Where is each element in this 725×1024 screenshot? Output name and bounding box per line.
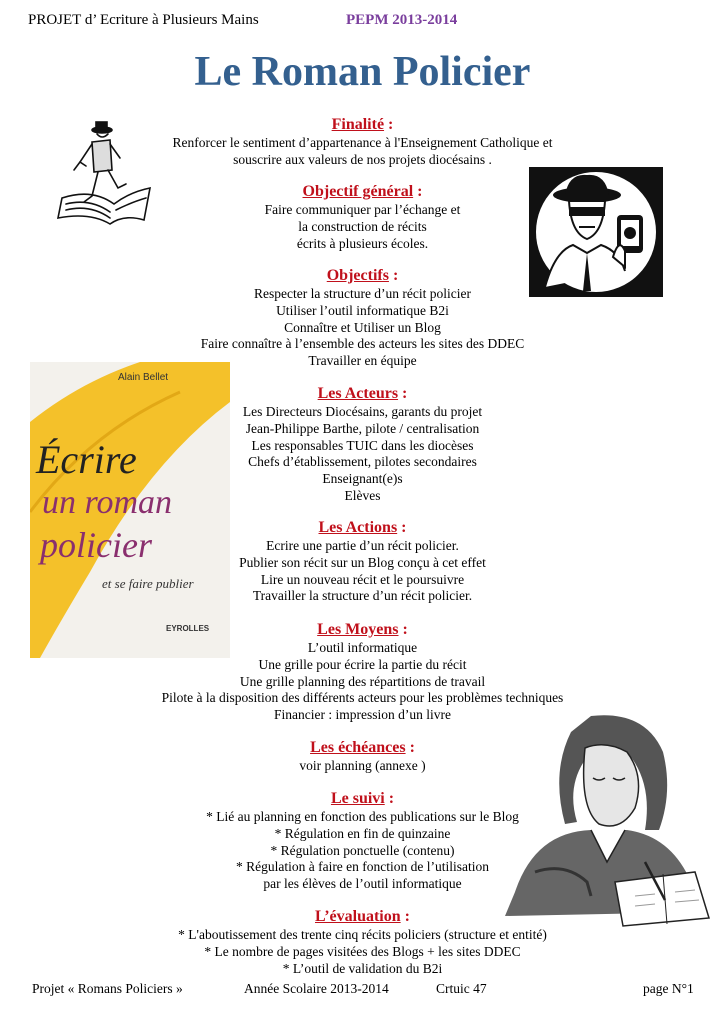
- footer-page-number: page N°1: [643, 981, 694, 996]
- section-echeances: [0, 738, 725, 775]
- footer-crtuic: Crtuic 47: [436, 981, 487, 996]
- section-line: la construction de récits: [298, 218, 427, 234]
- section-heading: Finalité :: [331, 116, 394, 133]
- section-finalite: [0, 115, 725, 169]
- section-line: Faire connaître à l’ensemble des acteurs les sites des DDEC: [200, 336, 525, 352]
- section-line: Renforcer le sentiment d’appartenance à l'Enseignement Catholique et: [172, 135, 553, 150]
- section-heading: Objectifs :: [326, 267, 399, 284]
- section-line: * Lié au planning en fonction des publications sur le Blog: [206, 809, 519, 824]
- footer-year: Année Scolaire 2013-2014: [244, 981, 389, 996]
- section-line: écrits à plusieurs écoles.: [296, 235, 429, 251]
- section-line: Chefs d’établissement, pilotes secondaires: [248, 454, 477, 470]
- section-line: Faire communiquer par l’échange et: [264, 202, 461, 217]
- section-line: Travailler en équipe: [308, 353, 417, 369]
- section-line: Connaître et Utiliser un Blog: [284, 319, 441, 335]
- section-line: Publier son récit sur un Blog conçu à cet effet: [239, 554, 486, 570]
- section-suivi: [0, 789, 725, 893]
- section-actions: [0, 518, 725, 605]
- section-line: Pilote à la disposition des différents acteurs pour les problèmes techniques: [161, 690, 564, 706]
- section-heading: L’évaluation :: [315, 908, 410, 925]
- section-line: Les Directeurs Diocésains, garants du projet: [242, 404, 483, 419]
- book-publisher: EYROLLES: [166, 624, 210, 633]
- section-line: Elèves: [344, 487, 381, 503]
- section-line: * L'aboutissement des trente cinq récits policiers (structure et entité): [178, 927, 547, 942]
- section-line: L’outil informatique: [307, 640, 418, 655]
- section-heading: Les échéances :: [310, 739, 415, 756]
- book-title-line-2: un roman: [42, 484, 173, 521]
- section-line: souscrire aux valeurs de nos projets diocésains .: [233, 151, 492, 167]
- section-objectif-general: [0, 182, 725, 252]
- section-line: Les responsables TUIC dans les diocèses: [251, 437, 474, 453]
- book-title-line-1: Écrire: [36, 437, 137, 482]
- section-line: voir planning (annexe ): [299, 758, 426, 773]
- section-heading: Les Actions :: [318, 519, 407, 536]
- section-heading: Les Acteurs :: [317, 385, 408, 402]
- section-line: Une grille planning des répartitions de travail: [239, 673, 486, 689]
- header-year-label: PEPM 2013-2014: [346, 12, 458, 28]
- section-line: * Régulation ponctuelle (contenu): [270, 842, 455, 858]
- footer-project: Projet « Romans Policiers »: [32, 981, 183, 996]
- header-project-label: PROJET d’ Ecriture à Plusieurs Mains: [28, 12, 259, 28]
- section-moyens: [0, 620, 725, 724]
- section-evaluation: [0, 907, 725, 977]
- section-heading: Le suivi :: [330, 790, 395, 807]
- section-line: * Le nombre de pages visitées des Blogs + les sites DDEC: [204, 943, 521, 959]
- section-line: Jean-Philippe Barthe, pilote / centralisation: [245, 420, 480, 436]
- section-line: par les élèves de l’outil informatique: [263, 876, 462, 892]
- book-author: Alain Bellet: [118, 372, 169, 383]
- section-objectifs: [0, 266, 725, 370]
- section-line: Ecrire une partie d’un récit policier.: [266, 538, 459, 553]
- section-line: Utiliser l’outil informatique B2i: [276, 302, 449, 318]
- section-line: Travailler la structure d’un récit policier.: [252, 588, 473, 604]
- section-line: * Régulation en fin de quinzaine: [274, 825, 451, 841]
- section-line: Lire un nouveau récit et le poursuivre: [260, 571, 465, 587]
- section-line: Enseignant(e)s: [322, 471, 403, 487]
- section-line: * L’outil de validation du B2i: [282, 960, 443, 976]
- section-heading: Objectif général :: [302, 183, 423, 200]
- section-heading: Les Moyens :: [317, 621, 408, 638]
- section-line: Respecter la structure d’un récit policier: [253, 286, 472, 301]
- page-title: Le Roman Policier: [194, 49, 531, 95]
- book-subtitle: et se faire publier: [102, 576, 194, 591]
- section-line: * Régulation à faire en fonction de l’utilisation: [235, 859, 490, 875]
- section-acteurs: [0, 384, 725, 505]
- section-line: Financier : impression d’un livre: [274, 707, 451, 723]
- book-title-line-3: policier: [40, 525, 152, 565]
- section-line: Une grille pour écrire la partie du récit: [258, 656, 467, 672]
